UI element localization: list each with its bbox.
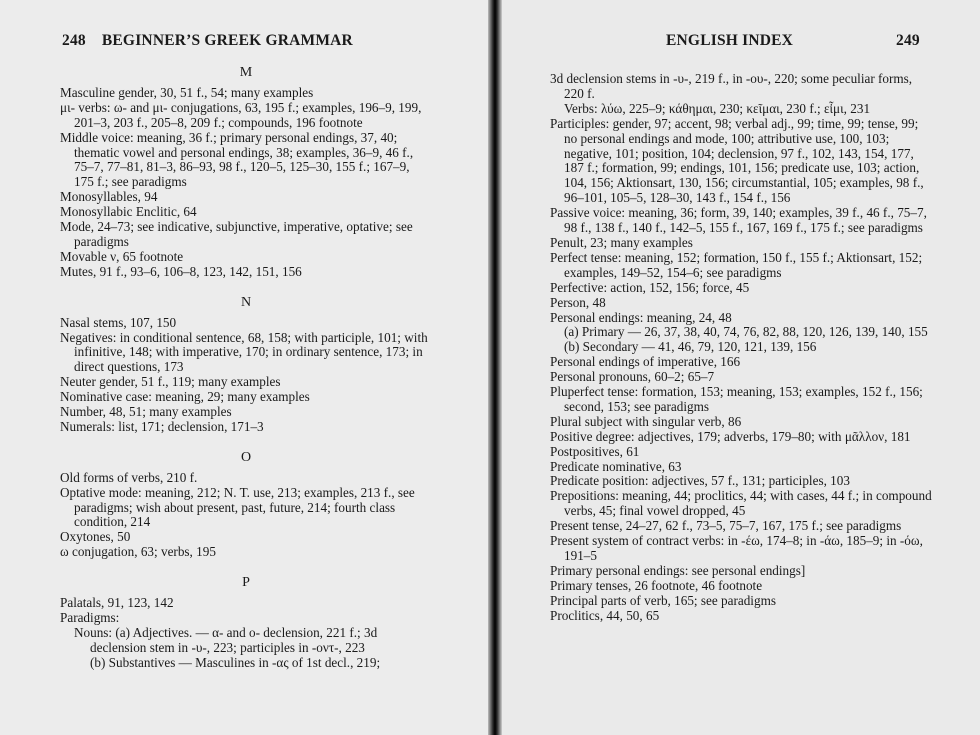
left-running-head: BEGINNER’S GREEK GRAMMAR — [101, 32, 353, 49]
index-entry: Principal parts of verb, 165; see paradigms — [550, 592, 776, 608]
index-entry: Personal pronouns, 60–2; 65–7 — [550, 369, 715, 385]
index-entry: Primary tenses, 26 footnote, 46 footnote — [550, 577, 763, 593]
index-entry: μι- verbs: ω- and μι- conjugations, 63, 195 f.; examples, 196–9, 199, 201–3, 203 f., 205–8, 209 f.; compounds, 196 footnote — [60, 99, 422, 130]
left-page-body — [60, 66, 432, 687]
section-letter: O — [240, 449, 252, 465]
index-subentry: (a) Primary — 26, 37, 38, 40, 74, 76, 82, 88, 120, 126, 139, 140, 155 — [564, 324, 928, 340]
left-page-header — [62, 32, 353, 50]
right-running-head: ENGLISH INDEX — [666, 32, 794, 49]
index-continuation: 3d declension stems in -υ-, 219 f., in -ου-, 220; some peculiar forms, 220 f. — [550, 71, 913, 101]
index-entry: Number, 48, 51; many examples — [60, 404, 232, 420]
index-entry: Numerals: list, 171; declension, 171–3 — [60, 418, 264, 434]
book-gutter — [488, 0, 502, 735]
index-entry: Predicate nominative, 63 — [550, 458, 682, 474]
index-entry: Perfective: action, 152, 156; force, 45 — [550, 279, 750, 295]
index-entry: Oxytones, 50 — [60, 529, 131, 545]
index-entry: Present system of contract verbs: in -έω, 174–8; in -άω, 185–9; in -όω, 191–5 — [550, 533, 923, 563]
index-entry: Personal endings of imperative, 166 — [550, 354, 741, 370]
index-entry: Perfect tense: meaning, 152; formation, 150 f., 155 f.; Aktionsart, 152; examples, 149–52, 154–6; see paradigms — [550, 249, 923, 280]
index-entry: Personal endings: meaning, 24, 48 — [550, 309, 732, 325]
index-subentry: Nouns: (a) Adjectives. — α- and ο- declension, 221 f.; 3d declension stem in -υ-, 223; participles in -οντ-, 223 — [74, 624, 378, 655]
index-entry: Paradigms: — [60, 610, 120, 625]
section-m — [60, 66, 432, 280]
index-entry: Postpositives, 61 — [550, 443, 640, 459]
index-entry: Proclitics, 44, 50, 65 — [550, 607, 660, 623]
index-entry: Penult, 23; many examples — [550, 234, 693, 250]
index-entry: Old forms of verbs, 210 f. — [60, 469, 198, 485]
right-page — [502, 0, 980, 735]
index-entry: Prepositions: meaning, 44; proclitics, 44; with cases, 44 f.; in compound verbs, 45; final vowel dropped, 45 — [550, 488, 932, 519]
section-o — [60, 451, 432, 560]
index-entry: Nasal stems, 107, 150 — [60, 314, 177, 330]
index-entry: Person, 48 — [550, 294, 606, 310]
index-entry: Monosyllabic Enclitic, 64 — [60, 204, 197, 220]
index-entry: Optative mode: meaning, 212; N. T. use, 213; examples, 213 f., see paradigms; wish about present, past, future, 214; fourth class condition, 214 — [60, 484, 415, 530]
index-entry: Nominative case: meaning, 29; many examples — [60, 389, 310, 405]
index-entry: Negatives: in conditional sentence, 68, 158; with participle, 101; with infinitive, 148; with imperative, 170; in ordinary sentence, 173; in direct questions, 173 — [60, 329, 428, 375]
index-entry: Primary personal endings: see personal endings] — [550, 562, 806, 578]
index-entry: Participles: gender, 97; accent, 98; verbal adj., 99; time, 99; tense, 99; no personal endings and mode, 100; attributive use, 100, 103; negative, 101; position, 104; declension, 97 f., 102, 143, 154, 177, 187 f.; formation, 99; endings, 101, 156; predicate use, 103; action, 104, 156; Aktionsart, 130, 156; circumstantial, 105; examples, 98 f., 96–101, 105–5, 128–30, 143 f., 154 f., 156 — [550, 115, 924, 206]
index-entry: Positive degree: adjectives, 179; adverbs, 179–80; with μᾶλλον, 181 — [550, 428, 911, 444]
index-entry: Masculine gender, 30, 51 f., 54; many examples — [60, 84, 314, 100]
index-entry: Mode, 24–73; see indicative, subjunctive, imperative, optative; see paradigms — [60, 219, 413, 249]
section-p — [60, 576, 432, 670]
index-entry: Pluperfect tense: formation, 153; meaning, 153; examples, 152 f., 156; second, 153; see paradigms — [550, 384, 923, 414]
index-entry: Mutes, 91 f., 93–6, 106–8, 123, 142, 151, 156 — [60, 263, 302, 279]
section-letter: N — [240, 294, 252, 310]
index-entry: Predicate position: adjectives, 57 f., 131; participles, 103 — [550, 473, 850, 489]
index-entry: Monosyllables, 94 — [60, 189, 158, 205]
index-subentry: Verbs: λύω, 225–9; κάθημαι, 230; κεῖμαι, 230 f.; εἶμι, 231 — [564, 100, 871, 116]
index-entry: Present tense, 24–27, 62 f., 73–5, 75–7, 167, 175 f.; see paradigms — [550, 518, 902, 534]
left-page-number: 248 — [62, 32, 86, 49]
index-entry: Middle voice: meaning, 36 f.; primary personal endings, 37, 40; thematic vowel and personal endings, 38; examples, 36–9, 46 f., 75–7, 77–81, 81–3, 86–93, 98 f., 120–5, 125–30, 155 f.; 167–9, 175 f.; see paradigms — [60, 129, 414, 190]
section-n — [60, 296, 432, 435]
section-letter: P — [242, 575, 250, 591]
right-page-header — [666, 32, 920, 50]
right-page-body — [550, 72, 934, 624]
index-entry: ω conjugation, 63; verbs, 195 — [60, 544, 216, 560]
index-entry: Neuter gender, 51 f., 119; many examples — [60, 374, 281, 390]
right-page-number: 249 — [896, 32, 920, 49]
left-page — [0, 0, 488, 735]
index-entry: Movable ν, 65 footnote — [60, 248, 184, 264]
index-entry: Plural subject with singular verb, 86 — [550, 413, 742, 429]
index-subentry: (b) Secondary — 41, 46, 79, 120, 121, 139, 156 — [564, 339, 817, 355]
index-subentry: (b) Substantives — Masculines in -ας of 1st decl., 219; — [90, 654, 381, 670]
section-letter: M — [239, 65, 253, 80]
index-entry: Palatals, 91, 123, 142 — [60, 595, 174, 611]
index-entry: Passive voice: meaning, 36; form, 39, 140; examples, 39 f., 46 f., 75–7, 98 f., 138 f., 140 f., 142–5, 155 f., 167, 169 f., 175 f.; see paradigms — [550, 205, 927, 236]
